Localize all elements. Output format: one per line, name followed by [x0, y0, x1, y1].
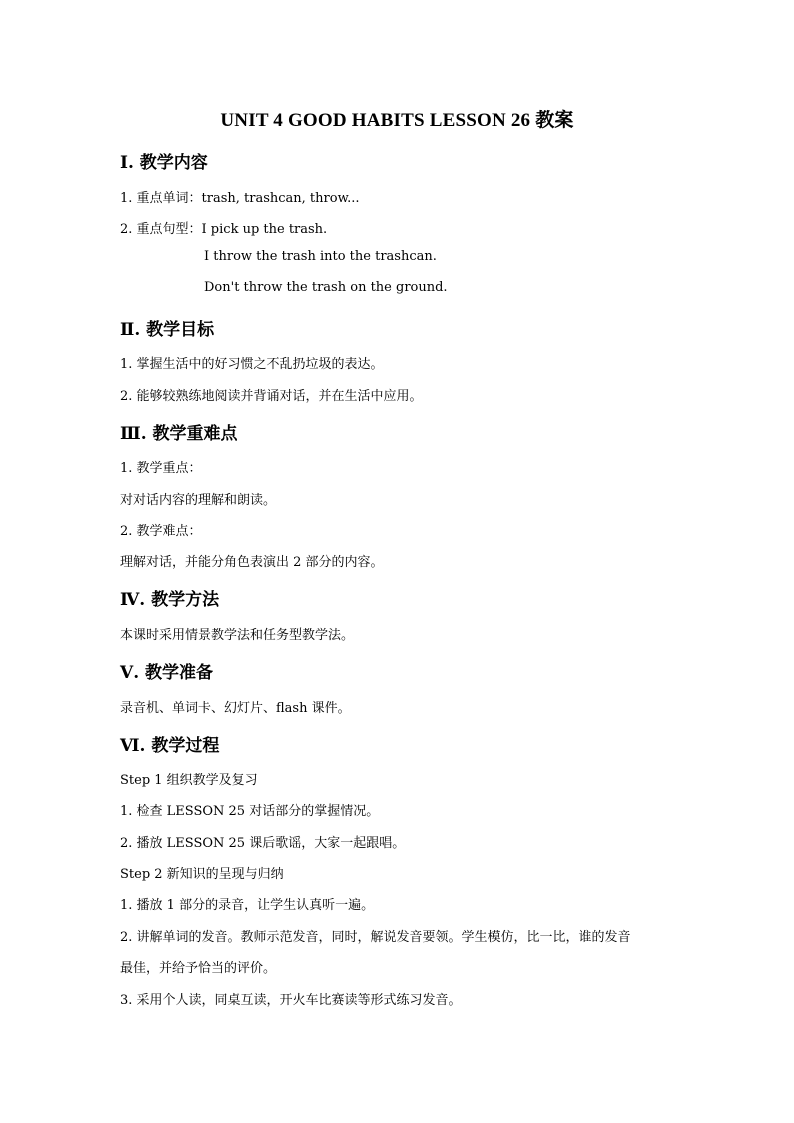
paragraph-key-sentences: 2. 重点句型：I pick up the trash. — [120, 222, 328, 237]
section-heading-content: Ⅰ. 教学内容 — [120, 153, 208, 173]
paragraph-step-1-item-2: 2. 播放 LESSON 25 课后歌谣，大家一起跟唱。 — [120, 836, 406, 851]
section-heading-methods: Ⅳ. 教学方法 — [120, 590, 220, 610]
paragraph-step-2-item-3: 3. 采用个人读，同桌互读，开火车比赛读等形式练习发音。 — [120, 993, 462, 1008]
paragraph-step-2-item-2-cont: 最佳，并给予恰当的评价。 — [120, 961, 277, 976]
paragraph-key-point-text: 对对话内容的理解和朗读。 — [120, 493, 277, 508]
paragraph-key-point-label: 1. 教学重点： — [120, 461, 202, 476]
paragraph-objective-1: 1. 掌握生活中的好习惯之不乱扔垃圾的表达。 — [120, 357, 384, 372]
paragraph-step-2: Step 2 新知识的呈现与归纳 — [120, 867, 284, 882]
paragraph-difficulty-label: 2. 教学难点： — [120, 524, 202, 539]
paragraph-step-1-item-1: 1. 检查 LESSON 25 对话部分的掌握情况。 — [120, 804, 380, 819]
paragraph-sentence-2: I throw the trash into the trashcan. — [204, 249, 437, 264]
paragraph-step-1: Step 1 组织教学及复习 — [120, 773, 258, 788]
paragraph-step-2-item-1: 1. 播放 1 部分的录音，让学生认真听一遍。 — [120, 898, 375, 913]
document-title: UNIT 4 GOOD HABITS LESSON 26 教案 — [220, 110, 574, 131]
paragraph-key-words: 1. 重点单词：trash, trashcan, throw... — [120, 191, 360, 206]
paragraph-sentence-3: Don't throw the trash on the ground. — [204, 280, 448, 295]
section-heading-preparation: Ⅴ. 教学准备 — [120, 663, 214, 683]
paragraph-preparation: 录音机、单词卡、幻灯片、flash 课件。 — [120, 701, 351, 716]
paragraph-objective-2: 2. 能够较熟练地阅读并背诵对话，并在生活中应用。 — [120, 389, 423, 404]
paragraph-methods: 本课时采用情景教学法和任务型教学法。 — [120, 628, 355, 643]
section-heading-key-points: Ⅲ. 教学重难点 — [120, 424, 238, 444]
section-heading-objectives: Ⅱ. 教学目标 — [120, 320, 215, 340]
paragraph-step-2-item-2: 2. 讲解单词的发音。教师示范发音，同时，解说发音要领。学生模仿，比一比，谁的发音 — [120, 930, 631, 945]
section-heading-process: Ⅵ. 教学过程 — [120, 736, 220, 756]
paragraph-difficulty-text: 理解对话，并能分角色表演出 2 部分的内容。 — [120, 555, 384, 570]
